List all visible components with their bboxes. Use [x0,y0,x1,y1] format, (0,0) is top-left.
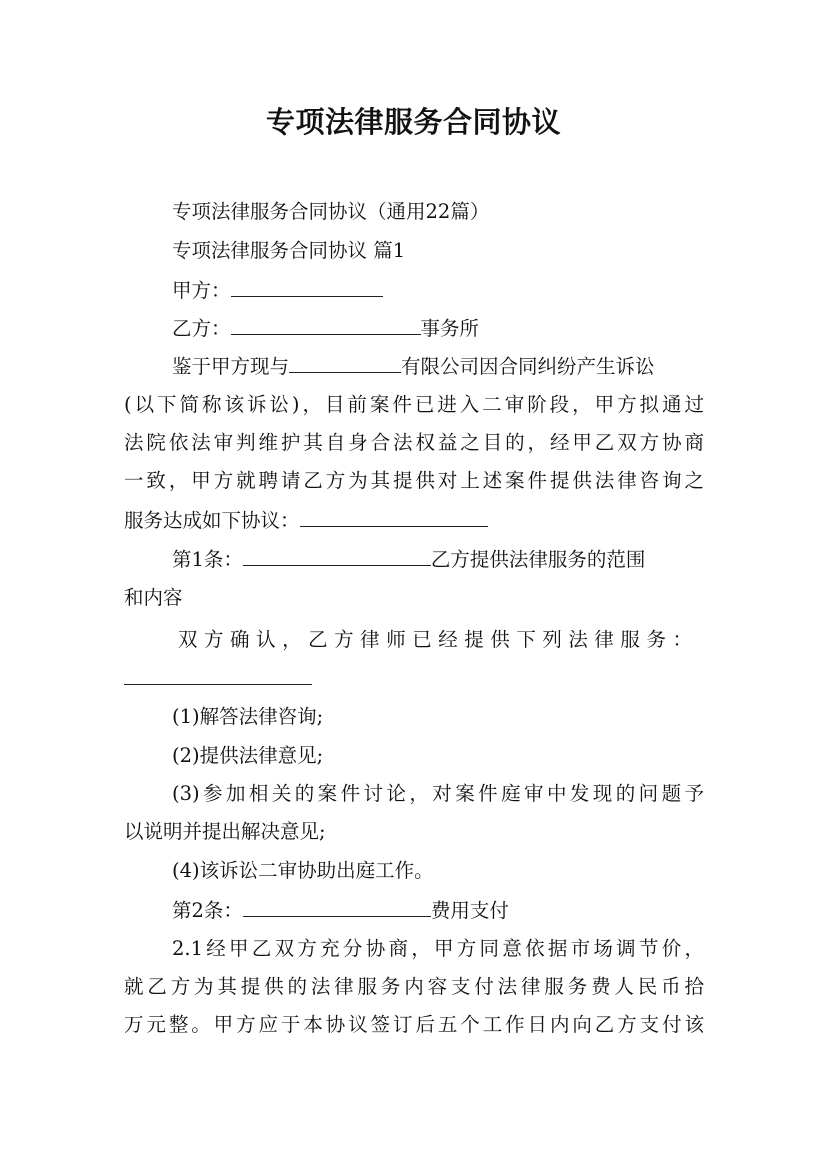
paragraph-line: 2.1经甲乙双方充分协商，甲方同意依据市场调节价， [172,937,704,960]
party-b-line: 乙方： 事务所 [172,314,752,343]
paragraph-line: 万元整。甲方应于本协议签订后五个工作日内向乙方支付该 [124,1013,704,1036]
section-heading: 专项法律服务合同协议 篇1 [172,239,406,262]
article-1-heading: 第1条： 乙方提供法律服务的范围 [172,545,704,574]
paragraph-line: 法院依法审判维护其自身合法权益之目的，经甲乙双方协商 [124,431,704,454]
paragraph-line: 以说明并提出解决意见; [124,820,326,843]
services-blank [124,664,312,685]
subtitle-line: 专项法律服务合同协议（通用22篇） [172,200,490,223]
article-2-blank [243,896,431,917]
paragraph-line: 一致，甲方就聘请乙方为其提供对上述案件提供法律咨询之 [124,469,704,492]
list-item: (2)提供法律意见; [172,744,324,767]
party-a-line: 甲方： [172,276,752,305]
paragraph-line: 双方确认，乙方律师已经提供下列法律服务： [178,628,692,651]
paragraph-line: 服务达成如下协议： [124,506,704,535]
services-blank-line [124,664,704,693]
list-item: (1)解答法律咨询; [172,705,324,728]
paragraph-line: 和内容 [124,586,183,609]
paragraph-line: 就乙方为其提供的法律服务内容支付法律服务费人民币拾 [124,975,704,998]
list-item: (4)该诉讼二审协助出庭工作。 [172,859,434,882]
company-blank [289,352,401,373]
party-a-blank [231,276,383,297]
article-2-heading: 第2条： 费用支付 [172,896,752,925]
agreement-blank [300,506,488,527]
party-b-blank [231,314,421,335]
paragraph-line: 鉴于甲方现与 有限公司因合同纠纷产生诉讼 [172,352,704,381]
article-1-blank [243,545,431,566]
document-title: 专项法律服务合同协议 [265,105,561,139]
paragraph-line: (以下简称该诉讼)，目前案件已进入二审阶段，甲方拟通过 [124,393,704,416]
list-item: (3)参加相关的案件讨论，对案件庭审中发现的问题予 [172,782,704,805]
